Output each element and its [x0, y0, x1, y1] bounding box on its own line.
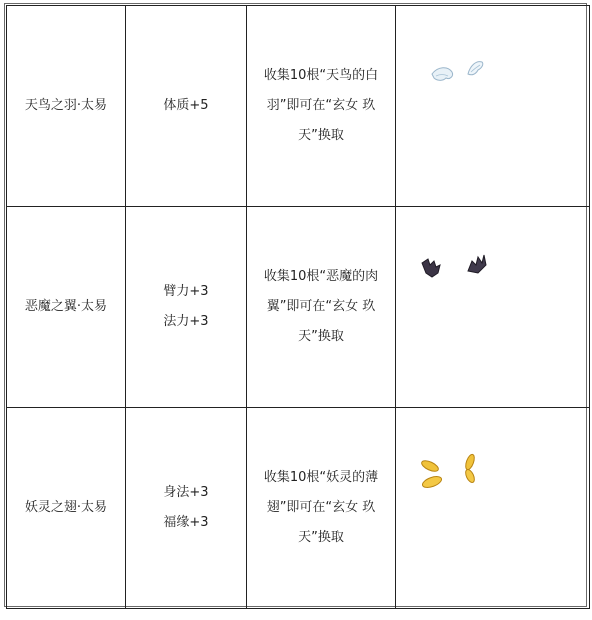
wing-image-cell	[396, 207, 590, 408]
demon-wings-icon	[396, 207, 589, 407]
wing-stat: 臂力+3	[163, 284, 209, 299]
wing-stats-cell	[126, 207, 247, 408]
wing-stat: 法力+3	[163, 314, 209, 329]
wing-source-text: 收集10根“天鸟的白羽”即可在“玄女 玖天”换取	[263, 68, 379, 143]
wing-source-cell	[247, 207, 396, 408]
wing-source-text: 收集10根“恶魔的肉翼”即可在“玄女 玖天”换取	[263, 269, 379, 344]
wing-stat: 福缘+3	[163, 515, 209, 530]
wing-stat: 身法+3	[163, 485, 209, 500]
wing-image-cell	[396, 6, 590, 207]
table-row	[7, 408, 590, 609]
white-feather-wings-icon	[396, 6, 589, 206]
wing-source-cell	[247, 6, 396, 207]
wing-name-cell	[7, 6, 126, 207]
wing-name: 天鸟之羽·太易	[24, 98, 108, 113]
table-row	[7, 207, 590, 408]
wing-name: 妖灵之翅·太易	[24, 500, 108, 515]
wing-source-text: 收集10根“妖灵的薄翅”即可在“玄女 玖天”换取	[263, 470, 379, 545]
wing-stat: 体质+5	[163, 98, 209, 113]
table-row	[7, 6, 590, 207]
wing-name: 恶魔之翼·太易	[24, 299, 108, 314]
wing-name-cell	[7, 408, 126, 609]
wing-stats-cell	[126, 408, 247, 609]
wing-name-cell	[7, 207, 126, 408]
wings-table	[6, 5, 590, 609]
fairy-wings-icon	[396, 408, 589, 608]
wing-source-cell	[247, 408, 396, 609]
wing-stats-cell	[126, 6, 247, 207]
wing-image-cell	[396, 408, 590, 609]
